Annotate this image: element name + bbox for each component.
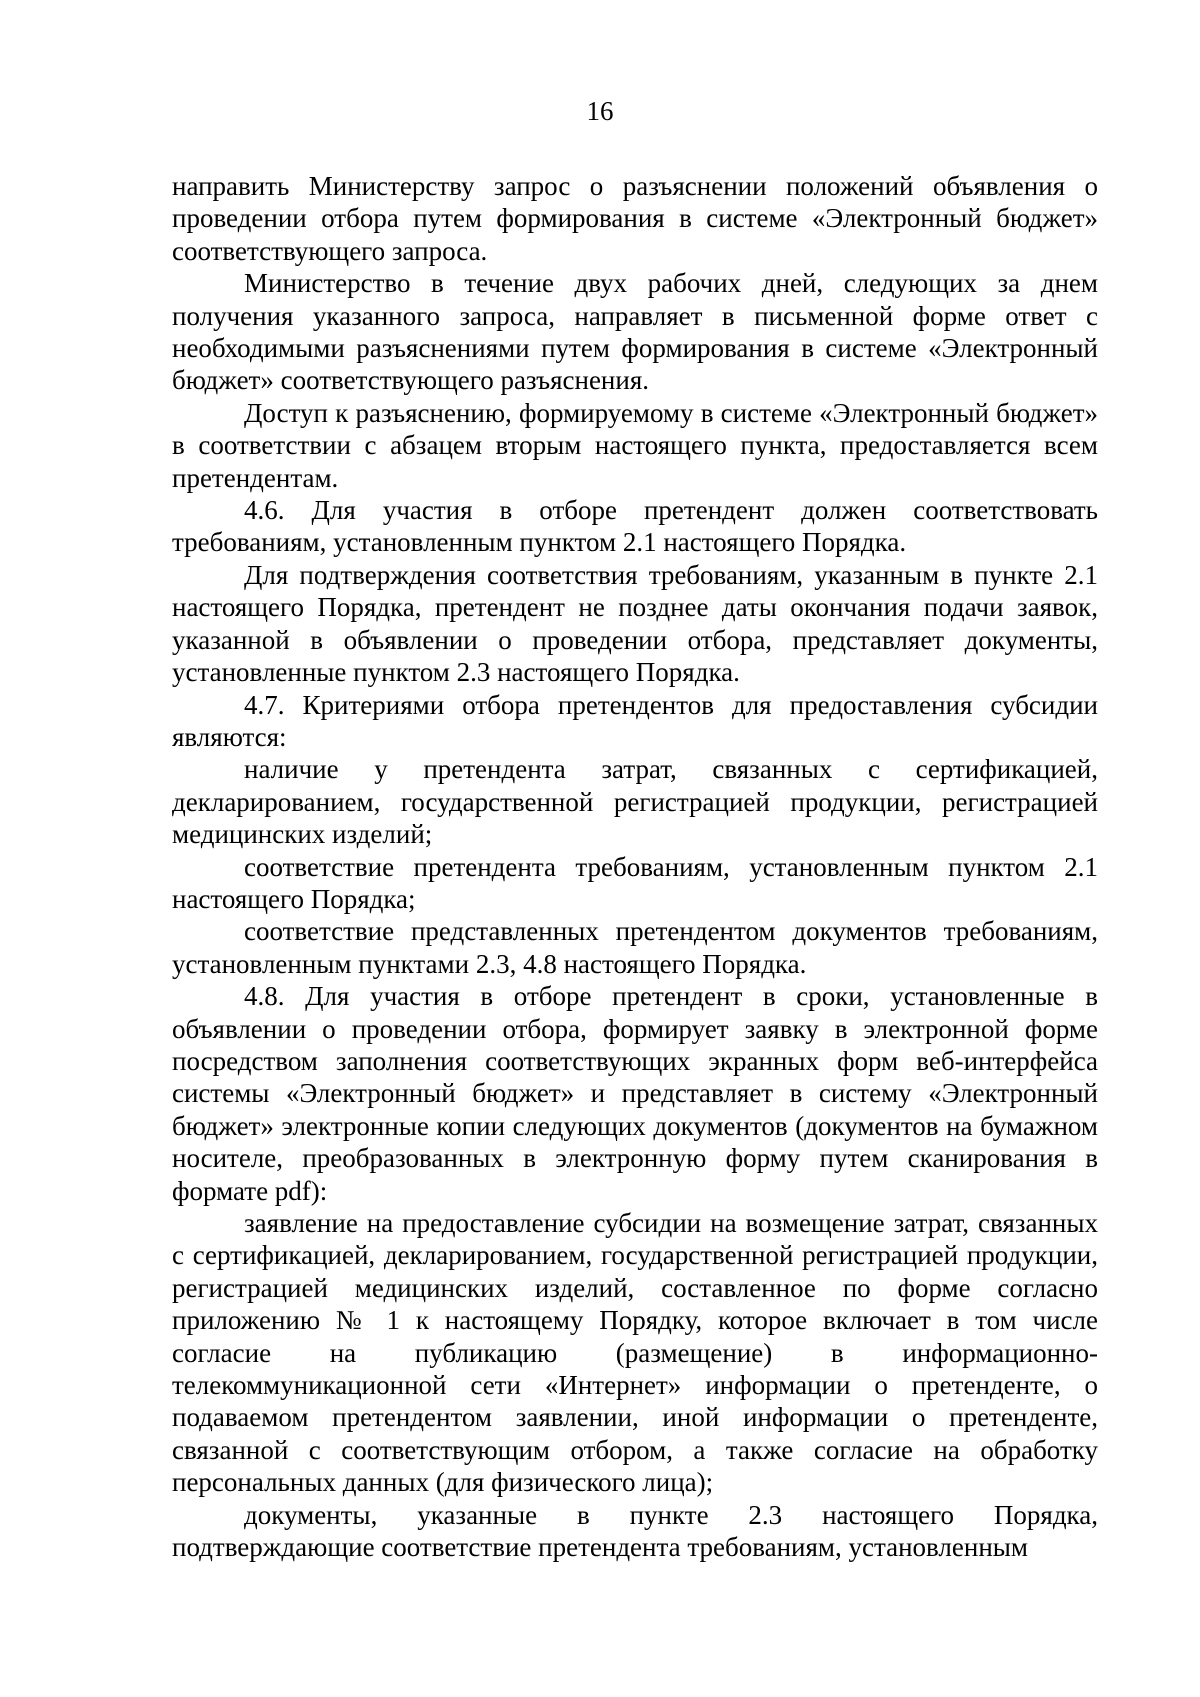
page-number: 16 xyxy=(586,96,614,126)
paragraph: Для подтверждения соответствия требованиям, указанным в пункте 2.1 настоящего Порядка, претендент не позднее даты окончания подачи заявок, указанной в объявлении о проведении отбора, представляет документы, установленные пунктом 2.3 настоящего Порядка. xyxy=(172,559,1098,688)
document-item: документы, указанные в пункте 2.3 настоящего Порядка, подтверждающие соответствие претендента требованиям, установленным xyxy=(172,1499,1098,1563)
criteria-item: наличие у претендента затрат, связанных с сертификацией, декларированием, государственной регистрацией продукции, регистрацией медицинских изделий; xyxy=(172,754,1098,850)
paragraph-4-6: 4.6. Для участия в отборе претендент должен соответствовать требованиям, установленным пунктом 2.1 настоящего Порядка. xyxy=(172,495,1098,558)
document-item: заявление на предоставление субсидии на возмещение затрат, связанных с сертификацией, декларированием, государственной регистрацией продукции, регистрацией медицинских изделий, составленное по форме согласно приложению № 1 к настоящему Порядку, которое включает в том числе согласие на публикацию (размещение) в информационно-телекоммуникационной сети «Интернет» информации о претенденте, о подаваемом претендентом заявлении, иной информации о претенденте, связанной с соответствующим отбором, а также согласие на обработку персональных данных (для физического лица); xyxy=(172,1208,1098,1498)
paragraph-continuation: направить Министерству запрос о разъяснении положений объявления о проведении отбора путем формирования в системе «Электронный бюджет» соответствующего запроса. xyxy=(172,171,1098,266)
paragraph-4-8: 4.8. Для участия в отборе претендент в сроки, установленные в объявлении о проведении отбора, формирует заявку в электронной форме посредством заполнения соответствующих экранных форм веб-интерфейса системы «Электронный бюджет» и представляет в систему «Электронный бюджет» электронные копии следующих документов (документов на бумажном носителе, преобразованных в электронную форму путем сканирования в формате pdf): xyxy=(172,981,1098,1206)
criteria-item: соответствие претендента требованиям, установленным пунктом 2.1 настоящего Порядка; xyxy=(172,851,1098,914)
paragraph-4-7: 4.7. Критериями отбора претендентов для предоставления субсидии являются: xyxy=(172,689,1098,752)
paragraph: Министерство в течение двух рабочих дней, следующих за днем получения указанного запроса, направляет в письменной форме ответ с необходимыми разъяснениями путем формирования в системе «Электронный бюджет» соответствующего разъяснения. xyxy=(172,268,1098,396)
body-text xyxy=(172,170,1098,1563)
criteria-item: соответствие представленных претендентом документов требованиям, установленным пунктами 2.3, 4.8 настоящего Порядка. xyxy=(172,916,1098,979)
paragraph: Доступ к разъяснению, формируемому в системе «Электронный бюджет» в соответствии с абзацем вторым настоящего пункта, предоставляется всем претендентам. xyxy=(172,397,1098,493)
